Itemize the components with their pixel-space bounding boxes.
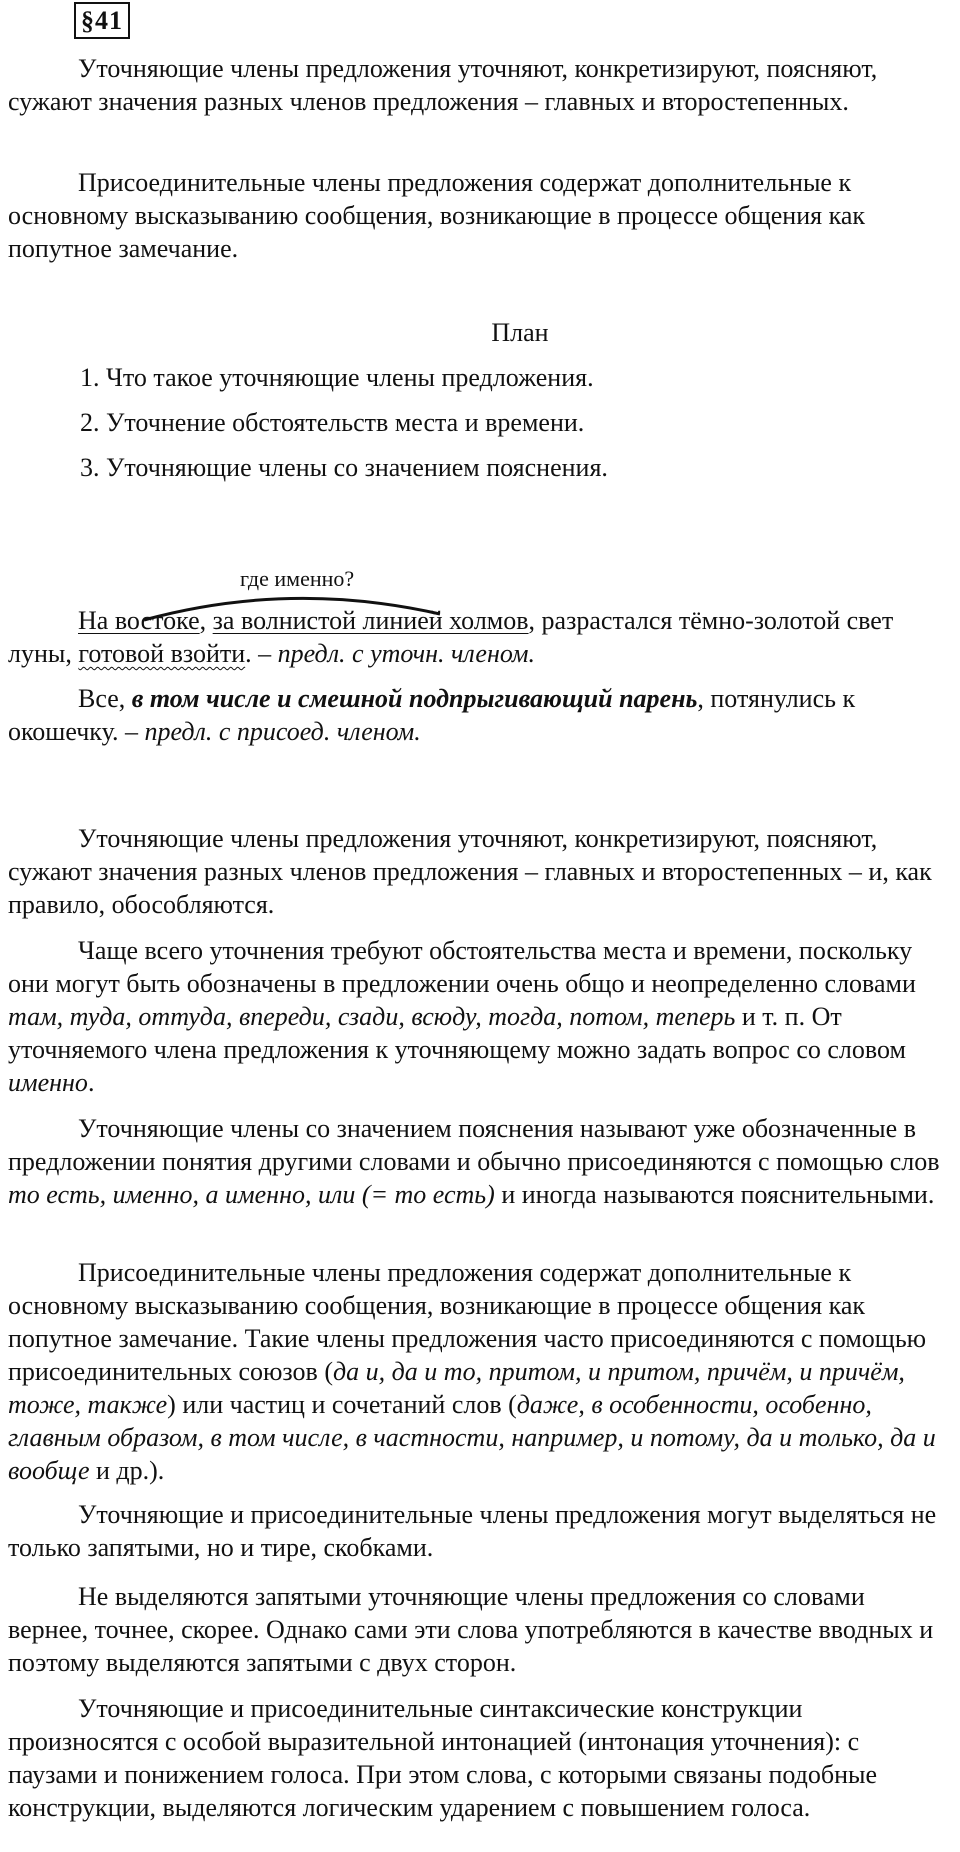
rule-4 [8,1256,948,1487]
rule-1: Уточняющие члены предложения уточняют, конкретизируют, поясняют, сужают значения разных членов предложения – главных и второстепенных – и, как правило, обособляются. [8,824,932,919]
rule-3 [8,1112,948,1211]
rule-4-e: и др.). [89,1456,165,1485]
intro-paragraph-1: Уточняющие члены предложения уточняют, конкретизируют, поясняют, сужают значения разных членов предложения – главных и второстепенных. [8,54,878,116]
plan-item-3: 3. Уточняющие члены со значением пояснения. [80,453,608,482]
rule-3-a: Уточняющие члены со значением пояснения называют уже обозначенные в предложении понятия другими словами и обычно присоединяются с помощью слов [8,1114,940,1176]
rule-2-c: и т. п. От уточняемого члена предложения к уточняющему можно задать вопрос со словом [8,1002,906,1064]
example-1-word-2: за волнистой линией холмов [212,606,529,635]
example-2-note: – предл. с присоед. членом. [124,717,421,746]
rule-6: Не выделяются запятыми уточняющие члены предложения со словами вернее, точнее, скорее. Однако сами эти слова употребляются в качестве вводных и поэтому выделяются запятыми с двух сторон. [8,1582,934,1677]
rule-3-b: то есть, именно, а именно, или (= то есть) [8,1180,495,1209]
example-2-start: Все, [78,684,132,713]
example-1-text-1: , [199,606,213,635]
rule-4-c: ) или частиц и сочетаний слов ( [167,1390,517,1419]
plan-title: План [491,318,549,347]
intro-paragraph-2: Присоединительные члены предложения содержат дополнительные к основному высказыванию сообщения, возникающие в процессе общения как попутное замечание. [8,168,865,263]
rule-3-c: и иногда называются пояснительными. [494,1180,935,1209]
example-1-text-3: . [245,639,259,668]
example-2-bold: в том числе и смешной подпрыгивающий парень [131,684,698,713]
arc-question-label: где именно? [240,566,355,591]
example-2-mid: , потянулись к окошечку. [8,684,856,746]
rule-4-d: даже, в особенности, особенно, главным образом, в том числе, в частности, например, и потому, да и только, да и вообще [8,1390,936,1485]
rule-2 [8,934,948,1099]
rule-2-d: именно [8,1068,88,1097]
example-1-note: – предл. с уточн. членом. [258,639,535,668]
rule-5: Уточняющие и присоединительные члены предложения могут выделяться не только запятыми, но и тире, скобками. [8,1500,937,1562]
rule-4-a: Присоединительные члены предложения содержат дополнительные к основному высказыванию сообщения, возникающие в процессе общения как попутное замечание. Такие члены предложения часто присоединяются с помощью присоединительных союзов ( [8,1258,927,1386]
rule-7: Уточняющие и присоединительные синтаксические конструкции произносятся с особой выразительной интонацией (интонация уточнения): с паузами и понижением голоса. При этом слова, с которыми связаны подобные конструкции, выделяются логическим ударением с повышением голоса. [8,1694,877,1822]
example-1-word-3: готовой взойти [78,639,246,668]
plan-item-1: 1. Что такое уточняющие члены предложения. [80,363,594,392]
section-badge: §41 [74,2,130,39]
example-1-word-1: На востоке [78,606,200,635]
rule-2-a: Чаще всего уточнения требуют обстоятельства места и времени, поскольку они могут быть обозначены в предложении очень общо и неопределенно словами [8,936,916,998]
example-1 [8,604,948,670]
rule-2-b: там, туда, оттуда, впереди, сзади, всюду, тогда, потом, теперь [8,1002,736,1031]
plan-item-2: 2. Уточнение обстоятельств места и времени. [80,408,585,437]
example-2 [8,682,948,748]
rule-2-e: . [87,1068,95,1097]
rule-4-b: да и, да и то, притом, и притом, причём, и причём, тоже, также [8,1357,905,1419]
example-1-text-2: , разрастался тёмно-золотой свет луны, [8,606,894,668]
